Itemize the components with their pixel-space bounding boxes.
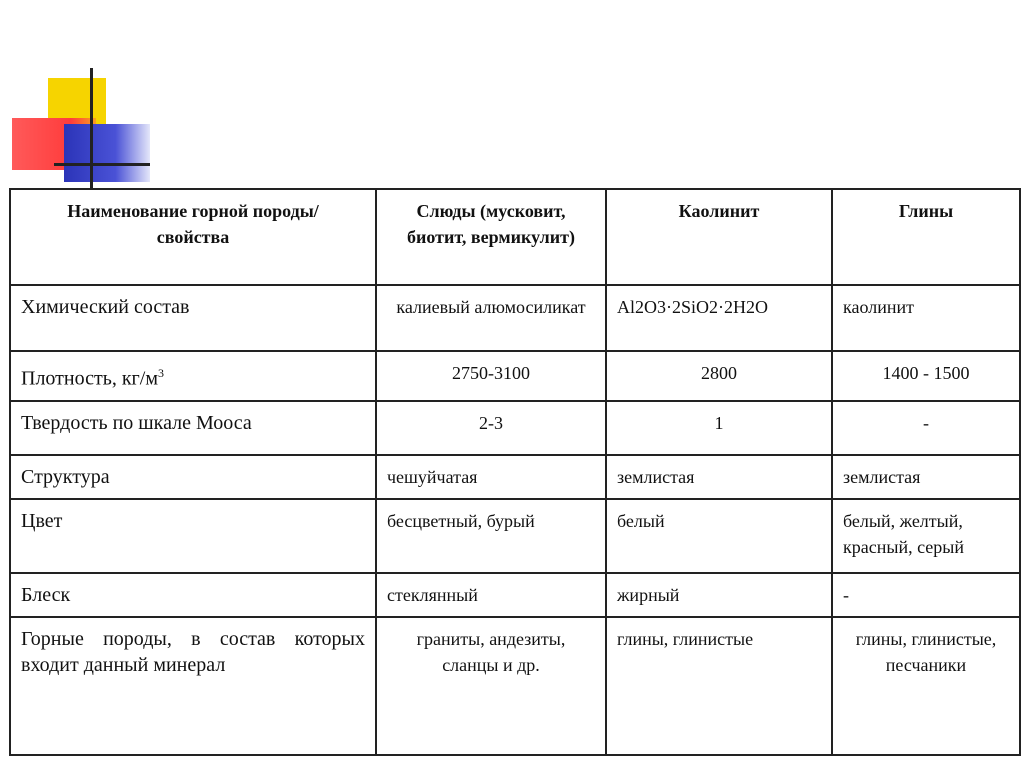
cell-kaolinite: землистая bbox=[606, 455, 832, 499]
table-row bbox=[10, 573, 1020, 617]
blue-square bbox=[64, 124, 150, 182]
row-property: Химический состав bbox=[10, 285, 376, 351]
table-row bbox=[10, 455, 1020, 499]
cell-clay: землистая bbox=[832, 455, 1020, 499]
property-text: Плотность, кг/м bbox=[21, 367, 158, 390]
cell-mica: 2-3 bbox=[376, 401, 606, 455]
decorative-squares bbox=[0, 0, 180, 200]
cell-clay: - bbox=[832, 401, 1020, 455]
vertical-line bbox=[90, 68, 93, 190]
cell-clay: глины, глинистые, песчаники bbox=[832, 617, 1020, 755]
row-property: Блеск bbox=[10, 573, 376, 617]
cell-mica: 2750-3100 bbox=[376, 351, 606, 401]
horizontal-line bbox=[54, 163, 150, 166]
header-kaolinite: Каолинит bbox=[606, 189, 832, 285]
cell-clay: каолинит bbox=[832, 285, 1020, 351]
table-row bbox=[10, 401, 1020, 455]
header-property: Наименование горной породы/свойства bbox=[10, 189, 376, 285]
cell-kaolinite: 2800 bbox=[606, 351, 832, 401]
table-row bbox=[10, 351, 1020, 401]
row-property: Цвет bbox=[10, 499, 376, 573]
cell-kaolinite: Al2O3·2SiO2·2H2O bbox=[606, 285, 832, 351]
header-mica: Слюды (мусковит, биотит, вермикулит) bbox=[376, 189, 606, 285]
unit-superscript: 3 bbox=[157, 366, 164, 380]
header-clay: Глины bbox=[832, 189, 1020, 285]
cell-mica: калиевый алюмосиликат bbox=[376, 285, 606, 351]
cell-mica: чешуйчатая bbox=[376, 455, 606, 499]
cell-kaolinite: белый bbox=[606, 499, 832, 573]
cell-mica: бесцветный, бурый bbox=[376, 499, 606, 573]
cell-mica: стеклянный bbox=[376, 573, 606, 617]
cell-clay: - bbox=[832, 573, 1020, 617]
table-row bbox=[10, 499, 1020, 573]
cell-kaolinite: глины, глинистые bbox=[606, 617, 832, 755]
row-property: Горные породы, в состав которых входит данный минерал bbox=[10, 617, 376, 755]
cell-clay: 1400 - 1500 bbox=[832, 351, 1020, 401]
table-row bbox=[10, 617, 1020, 755]
cell-kaolinite: 1 bbox=[606, 401, 832, 455]
cell-kaolinite: жирный bbox=[606, 573, 832, 617]
table-header-row bbox=[10, 189, 1020, 285]
cell-clay: белый, желтый, красный, серый bbox=[832, 499, 1020, 573]
row-property: Структура bbox=[10, 455, 376, 499]
table-row bbox=[10, 285, 1020, 351]
cell-mica: граниты, андезиты, сланцы и др. bbox=[376, 617, 606, 755]
row-property: Твердость по шкале Мооса bbox=[10, 401, 376, 455]
minerals-table bbox=[9, 188, 1021, 756]
row-property bbox=[10, 351, 376, 401]
